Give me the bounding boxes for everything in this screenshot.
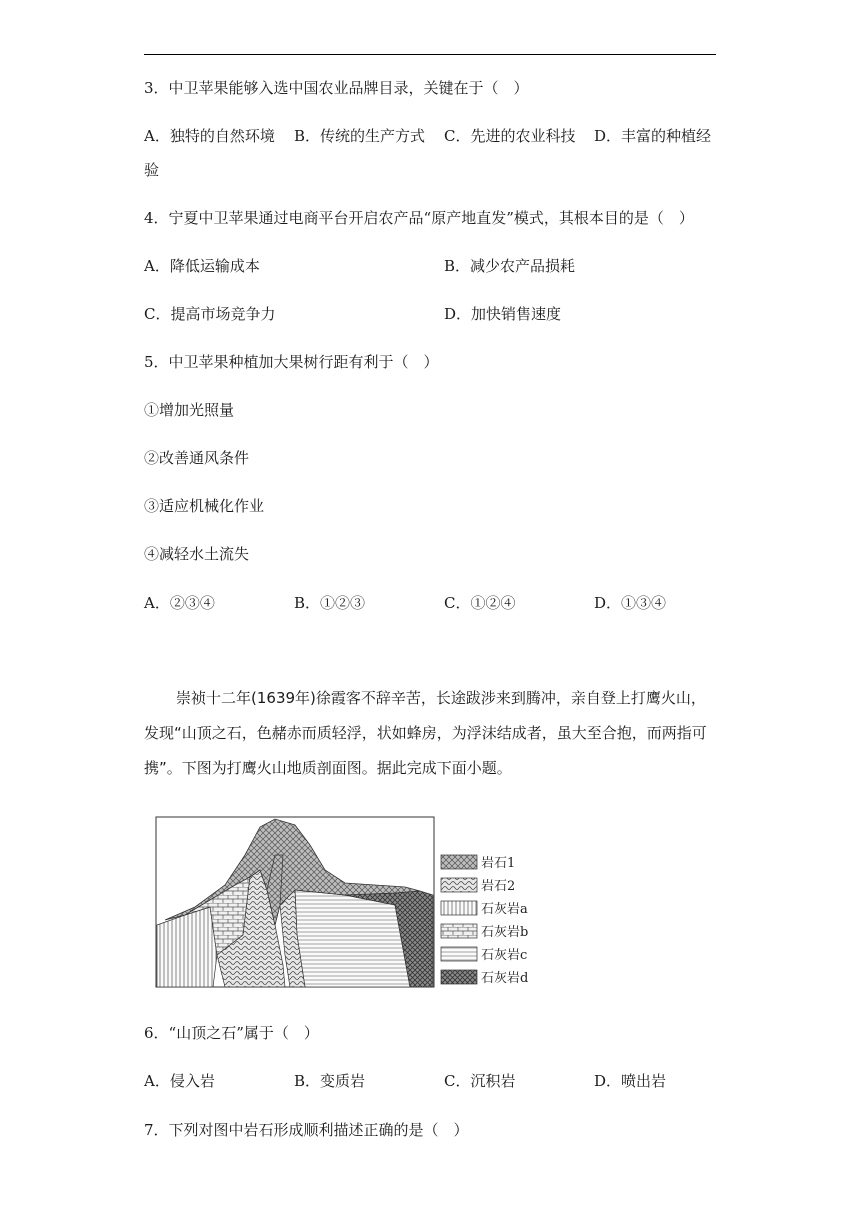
q6-stem: 6．“山顶之石”属于（ ） [144,1024,319,1042]
q4-option-b[interactable]: B．减少农产品损耗 [444,257,576,275]
q4-stem: 4．宁夏中卫苹果通过电商平台开启农产品“原产地直发”模式，其根本目的是（ ） [144,209,694,227]
q5-item-4: ④减轻水土流失 [144,545,250,563]
q5-option-d[interactable]: D．①③④ [594,594,667,612]
q5-option-c[interactable]: C．①②④ [444,594,516,612]
q5-option-a[interactable]: A．②③④ [144,594,215,612]
q3-option-a[interactable]: A．独特的自然环境 [144,127,275,145]
header-rule [144,54,716,55]
legend-limestone-a: 石灰岩a [481,902,528,917]
legend-rock-1: 岩石1 [481,856,516,871]
q5-item-2: ②改善通风条件 [144,449,250,467]
legend-limestone-d: 石灰岩d [481,971,529,986]
q4-option-d[interactable]: D．加快销售速度 [444,305,562,323]
legend-rock-2: 岩石2 [481,879,516,894]
q7-stem: 7．下列对图中岩石形成顺利描述正确的是（ ） [144,1121,469,1139]
q3-option-d-continued: 验 [144,161,160,179]
q3-option-c[interactable]: C．先进的农业科技 [444,127,576,145]
passage-line-2: 发现“山顶之石，色赭赤而质轻浮，状如蜂房，为浮沫结成者，虽大至合抱，而两指可 [144,724,707,742]
legend [441,855,528,986]
q5-option-b[interactable]: B．①②③ [294,594,366,612]
q6-option-d[interactable]: D．喷出岩 [594,1072,667,1090]
legend-limestone-c: 石灰岩c [481,948,528,963]
passage-line-1: 崇祯十二年(1639年)徐霞客不辞辛苦，长途跋涉来到腾冲，亲自登上打鹰火山， [176,689,706,707]
q5-item-1: ①增加光照量 [144,401,235,419]
q5-item-3: ③适应机械化作业 [144,497,265,515]
q3-option-d[interactable]: D．丰富的种植经 [594,127,712,145]
q4-option-a[interactable]: A．降低运输成本 [144,257,260,275]
q3-stem: 3．中卫苹果能够入选中国农业品牌目录，关键在于（ ） [144,79,529,97]
q6-option-a[interactable]: A．侵入岩 [144,1072,215,1090]
legend-limestone-b: 石灰岩b [481,925,529,940]
q4-option-c[interactable]: C．提高市场竞争力 [144,305,276,323]
q3-option-b[interactable]: B．传统的生产方式 [294,127,426,145]
geologic-section-figure [155,815,535,990]
q6-option-b[interactable]: B．变质岩 [294,1072,366,1090]
passage-line-3: 携”。下图为打鹰火山地质剖面图。据此完成下面小题。 [144,759,512,777]
q5-stem: 5．中卫苹果种植加大果树行距有利于（ ） [144,353,439,371]
q6-option-c[interactable]: C．沉积岩 [444,1072,516,1090]
